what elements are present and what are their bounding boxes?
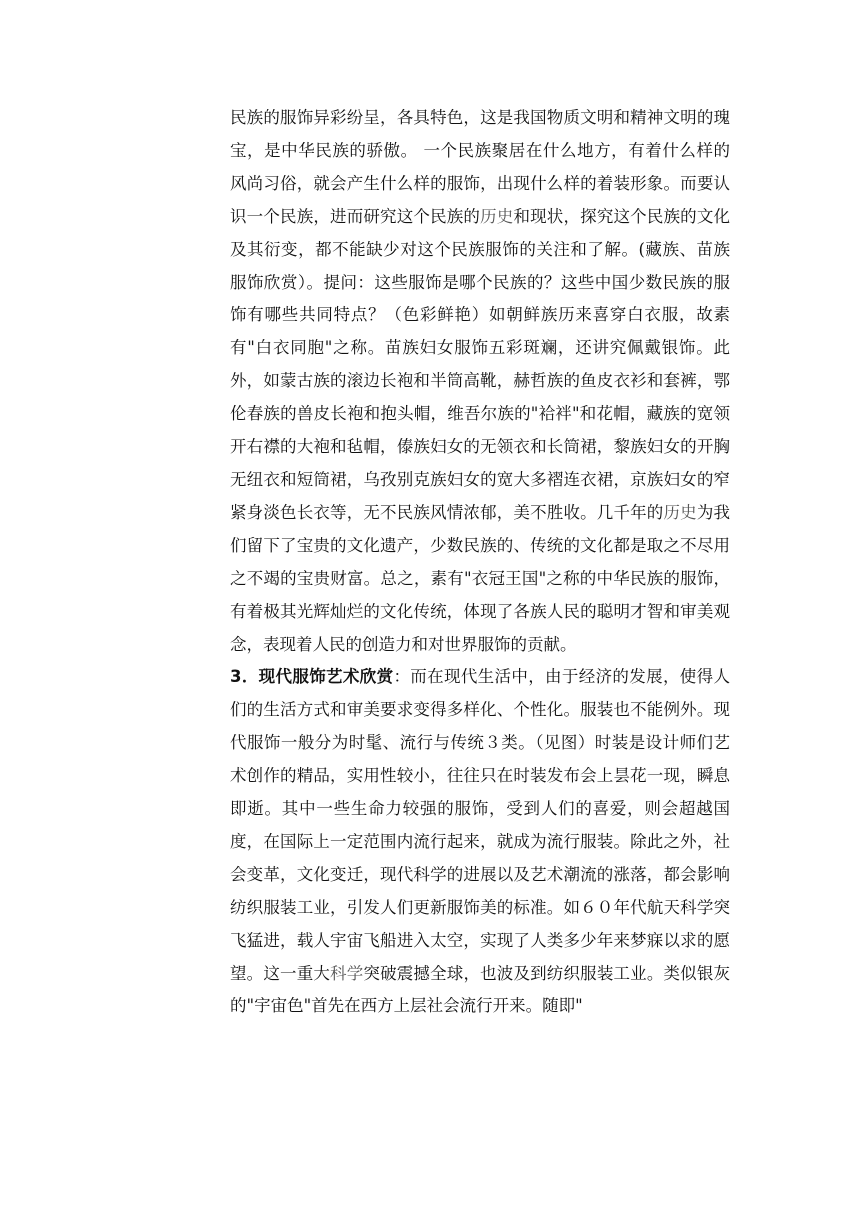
- paragraph-text: ：而在现代生活中，由于经济的发展，使得人们的生活方式和审美要求变得多样化、个性化。服装也不能例外。现代服饰一般分为时髦、流行与传统３类。（见图）时装是设计师们艺术创作的精品，实用性较小，往往只在时装发布会上昙花一现，瞬息即逝。其中一些生命力较强的服饰，受到人们的喜爱，则会超越国度，在国际上一定范围内流行起来，就成为流行服装。除此之外，社会变革，文化变迁，现代科学的进展以及艺术潮流的涨落，都会影响纺织服装工业，引发人们更新服饰美的标准。如６０年代航天科学突飞猛进，载人宇宙飞船进入太空，实现了人类多少年来梦寐以求的愿望。这一重大: [230, 667, 730, 983]
- paragraph-text: 为我们留下了宝贵的文化遗产，少数民族的、传统的文化都是取之不尽用之不竭的宝贵财富。总之，素有"衣冠王国"之称的中华民族的服饰，有着极其光辉灿烂的文化传统，体现了各族人民的聪明才智和审美观念，表现着人民的创造力和对世界服饰的贡献。: [230, 502, 731, 654]
- paragraph-ethnic-costumes: [230, 102, 730, 661]
- science-link[interactable]: 科学: [330, 963, 364, 983]
- history-link[interactable]: 历史: [663, 502, 697, 522]
- history-link[interactable]: 历史: [480, 206, 514, 226]
- document-body: [230, 102, 730, 1023]
- paragraph-modern-costume-art: [230, 661, 730, 1023]
- section-heading: 3．现代服饰艺术欣赏: [230, 667, 394, 687]
- paragraph-text: 和现状，探究这个民族的文化及其衍变，都不能缺少对这个民族服饰的关注和了解。(藏族、苗族服饰欣赏）。提问：这些服饰是哪个民族的？这些中国少数民族的服饰有哪些共同特点？（色彩鲜艳）如朝鲜族历来喜穿白衣服，故素有"白衣同胞"之称。苗族妇女服饰五彩斑斓，还讲究佩戴银饰。此外，如蒙古族的滚边长袍和半筒高靴，赫哲族的鱼皮衣衫和套裤，鄂伦春族的兽皮长袍和抱头帽，维吾尔族的"袷袢"和花帽，藏族的宽领开右襟的大袍和毡帽，傣族妇女的无领衣和长筒裙，黎族妇女的开胸无纽衣和短筒裙，乌孜别克族妇女的宽大多褶连衣裙，京族妇女的窄紧身淡色长衣等，无不民族风情浓郁，美不胜收。几千年的: [230, 206, 731, 522]
- paragraph-text: 民族的服饰异彩纷呈，各具特色，这是我国物质文明和精神文明的瑰宝，是中华民族的骄傲。 一个民族聚居在什么地方，有着什么样的风尚习俗，就会产生什么样的服饰，出现什么样的着装形象。而要认识一个民族，进而研究这个民族的: [230, 108, 730, 226]
- paragraph-text: 突破震撼全球，也波及到纺织服装工业。类似银灰的"宇宙色"首先在西方上层社会流行开来。随即": [230, 963, 731, 1016]
